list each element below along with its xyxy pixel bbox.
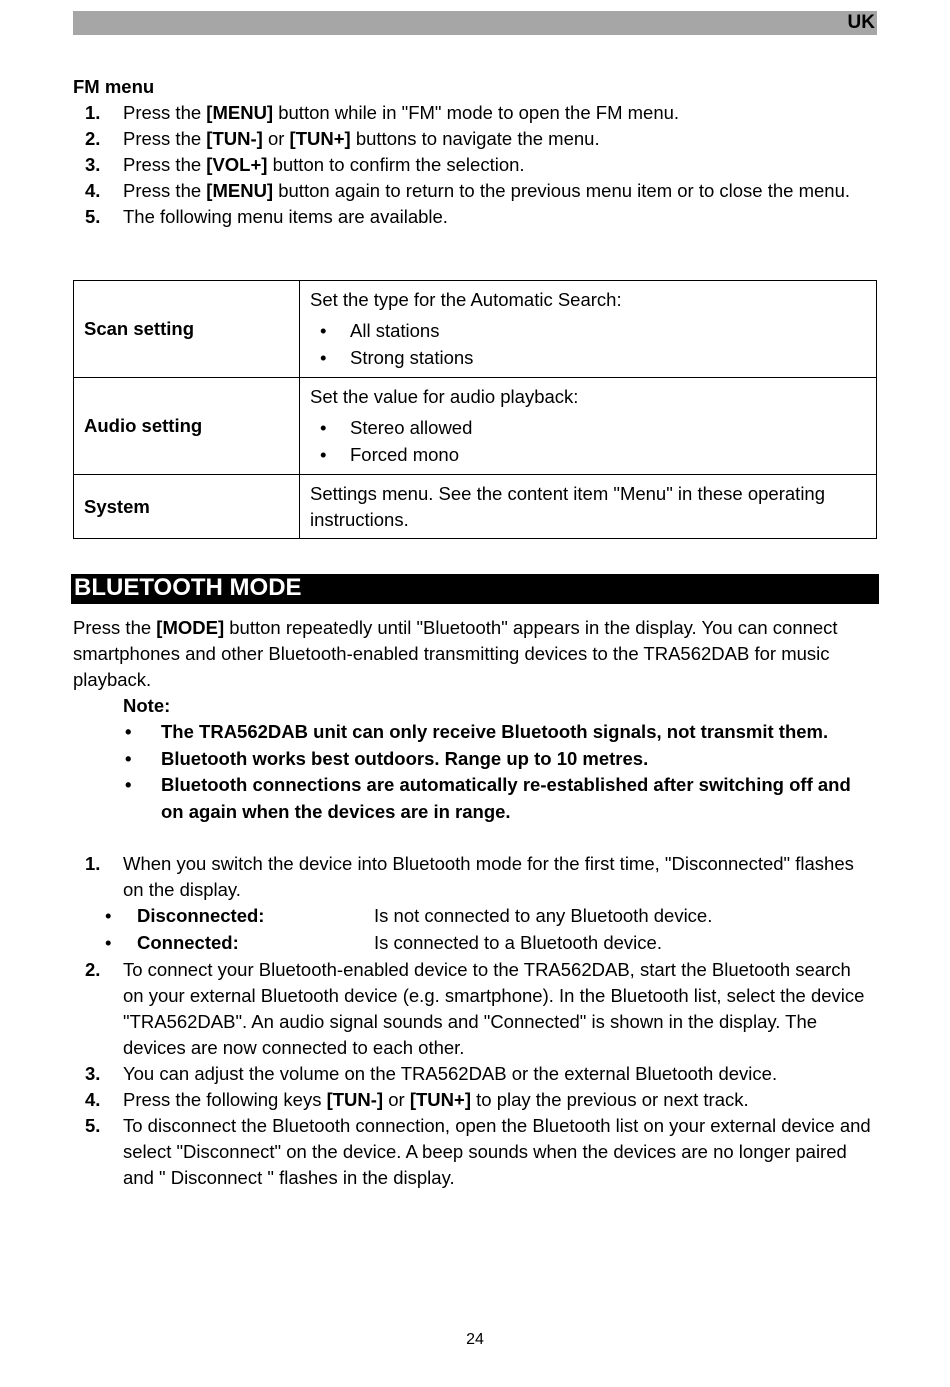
table-row [74, 281, 877, 378]
intro-text: button repeatedly until "Bluetooth" appears in the display. You can connect smartphones and other Bluetooth-enabled transmitting devices to the TRA562DAB for music playback. [73, 617, 838, 690]
step-text: To connect your Bluetooth-enabled device to the TRA562DAB, start the Bluetooth search on your external Bluetooth device (e.g. smartphone). In the Bluetooth list, select the device "TRA562DAB". An audio signal sounds and "Connected" is shown in the display. The devices are now connected to each other. [123, 959, 865, 1058]
step-number: 5. [85, 1115, 101, 1136]
key-label: [MENU] [206, 180, 274, 201]
state-description: Is not connected to any Bluetooth device. [374, 905, 713, 926]
step-text: The following menu items are available. [123, 206, 448, 227]
fm-menu-table [73, 280, 877, 539]
state-row: • Connected: Is connected to a Bluetooth device. [73, 930, 873, 957]
step-number: 3. [85, 1063, 101, 1084]
bluetooth-steps [73, 851, 873, 1191]
key-label: [VOL+] [206, 154, 268, 175]
note-text: The TRA562DAB unit can only receive Bluetooth signals, not transmit them. [161, 721, 829, 742]
step-text: To disconnect the Bluetooth connection, open the Bluetooth list on your external device and select "Disconnect" on the device. A beep sounds when the devices are no longer paired and " Disconnect " flashes in the display. [123, 1115, 871, 1188]
step-text: to play the previous or next track. [471, 1089, 749, 1110]
description-text: Set the type for the Automatic Search: [310, 289, 622, 310]
fm-step [73, 126, 863, 152]
list-item-text: Stereo allowed [350, 417, 473, 438]
key-label: [TUN-] [326, 1089, 384, 1110]
step-text: button to confirm the selection. [267, 154, 525, 175]
step-text: or [262, 128, 290, 149]
menu-item-name: Audio setting [74, 378, 300, 475]
note-item: • Bluetooth connections are automatically re-established after switching off and on again when the devices are in range. [125, 774, 851, 822]
fm-steps-list [73, 100, 863, 230]
state-label: Disconnected: [137, 905, 265, 926]
state-description: Is connected to a Bluetooth device. [374, 932, 662, 953]
note-list [123, 719, 863, 825]
menu-item-name: Scan setting [74, 281, 300, 378]
menu-item-name: System [74, 475, 300, 539]
table-row [74, 378, 877, 475]
key-label: [MENU] [206, 102, 274, 123]
description-text: Set the value for audio playback: [310, 386, 579, 407]
bluetooth-step [73, 957, 873, 1061]
note-item: • Bluetooth works best outdoors. Range up to 10 metres. [125, 747, 649, 769]
key-label: [MODE] [156, 617, 225, 638]
step-text: When you switch the device into Bluetooth mode for the first time, "Disconnected" flashes on the display. [123, 853, 854, 900]
step-text: Press the [123, 128, 207, 149]
step-number: 1. [85, 102, 101, 123]
menu-item-description: Settings menu. See the content item "Menu" in these operating instructions. [300, 475, 877, 539]
note-label: Note: [123, 695, 171, 716]
list-item-text: Forced mono [350, 444, 459, 465]
step-number: 4. [85, 1089, 101, 1110]
key-label: [TUN-] [206, 128, 263, 149]
step-text: Press the [123, 180, 207, 201]
step-text: Press the [123, 102, 207, 123]
step-text: buttons to navigate the menu. [350, 128, 600, 149]
bluetooth-intro [73, 615, 877, 693]
step-number: 1. [85, 853, 101, 874]
step-text: Press the [123, 154, 207, 175]
table-row [74, 475, 877, 539]
list-item: • Stereo allowed [320, 417, 473, 438]
section-heading-bar [71, 574, 879, 604]
page-number: 24 [466, 1331, 484, 1348]
list-item: • Strong stations [320, 347, 474, 368]
intro-text: Press the [73, 617, 157, 638]
fm-step [73, 152, 863, 178]
menu-item-description [300, 378, 877, 475]
section-heading: BLUETOOTH MODE [74, 574, 302, 601]
step-text: You can adjust the volume on the TRA562DAB or the external Bluetooth device. [123, 1063, 778, 1084]
language-label: UK [847, 12, 875, 33]
step-number: 3. [85, 154, 101, 175]
fm-menu-title: FM menu [73, 76, 155, 97]
note-text: Bluetooth connections are automatically re-established after switching off and on again when the devices are in range. [161, 774, 851, 822]
menu-item-description [300, 281, 877, 378]
list-item: • Forced mono [320, 444, 459, 465]
bluetooth-step [73, 1113, 873, 1191]
list-item-text: Strong stations [350, 347, 474, 368]
step-text: button again to return to the previous menu item or to close the menu. [273, 180, 851, 201]
note-item: • The TRA562DAB unit can only receive Bluetooth signals, not transmit them. [125, 721, 829, 742]
key-label: [TUN+] [289, 128, 351, 149]
bluetooth-step [73, 1087, 873, 1113]
step-number: 4. [85, 180, 101, 201]
list-item: • All stations [320, 320, 440, 341]
header-bar [73, 11, 877, 35]
step-text: or [383, 1089, 410, 1110]
step-text: Press the following keys [123, 1089, 327, 1110]
fm-step [73, 178, 863, 204]
state-label: Connected: [137, 932, 239, 953]
step-number: 2. [85, 959, 101, 980]
list-item-text: All stations [350, 320, 440, 341]
bluetooth-step [73, 851, 873, 903]
step-number: 2. [85, 128, 101, 149]
fm-step [73, 100, 863, 126]
state-row: • Disconnected: Is not connected to any Bluetooth device. [73, 903, 873, 930]
step-number: 5. [85, 206, 101, 227]
fm-step [73, 204, 863, 230]
bluetooth-step [73, 1061, 873, 1087]
step-text: button while in "FM" mode to open the FM menu. [273, 102, 680, 123]
key-label: [TUN+] [409, 1089, 471, 1110]
note-text: Bluetooth works best outdoors. Range up to 10 metres. [161, 747, 649, 769]
